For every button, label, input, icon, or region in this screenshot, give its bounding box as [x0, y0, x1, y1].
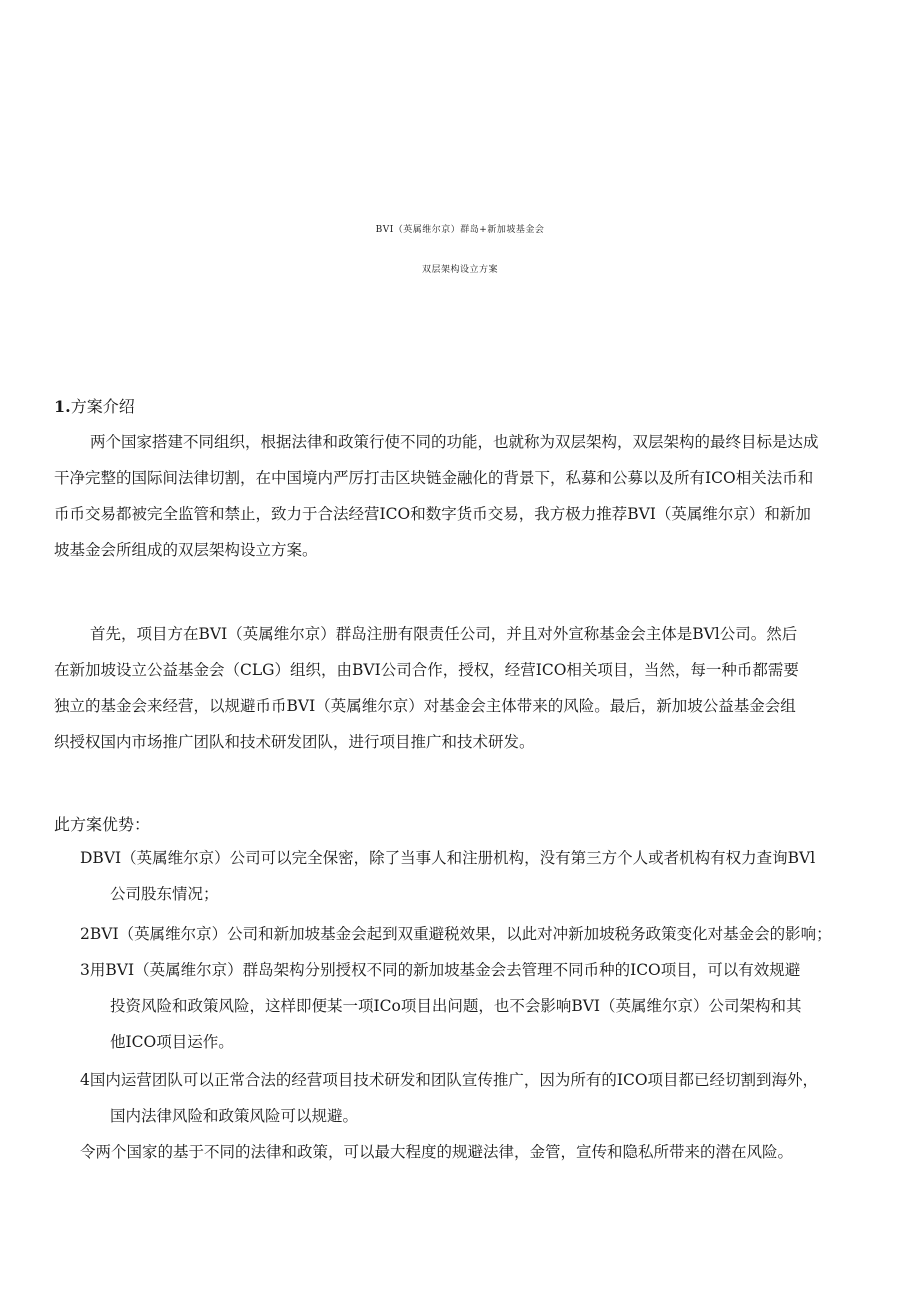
advantages-heading: 此方案优势：	[54, 815, 151, 834]
advantages-conclusion: 令两个国家的基于不同的法律和政策，可以最大程度的规避法律，金管，宣传和隐私所带来的潜在风险。	[80, 1143, 794, 1161]
paragraph-1-line-4: 坡基金会所组成的双层架构设立方案。	[54, 541, 318, 559]
paragraph-2-line-1: 首先，项目方在BVI（英属维尔京）群岛注册有限责任公司，并且对外宣称基金会主体是BVl公司。然后	[90, 625, 798, 643]
advantage-3-line-3: 他ICO项目运作。	[110, 1033, 234, 1051]
advantage-3-line-2: 投资风险和政策风险，这样即便某一项ICo项目出问题，也不会影响BVI（英属维尔京）公司架构和其	[110, 997, 802, 1015]
advantage-2-line-1: 2BVI（英属维尔京）公司和新加坡基金会起到双重避税效果，以此对冲新加坡税务政策变化对基金会的影响；	[80, 925, 832, 943]
advantage-4-line-2: 国内法律风险和政策风险可以规避。	[110, 1107, 359, 1125]
paragraph-1-line-2: 干净完整的国际间法律切割，在中国境内严厉打击区块链金融化的背景下，私募和公募以及所有ICO相关法币和	[54, 469, 814, 487]
paragraph-2-line-2: 在新加坡设立公益基金会（CLG）组织，由BVI公司合作，授权，经营ICO相关项目，当然，每一种币都需要	[54, 661, 799, 679]
section-1-heading-text: 方案介绍	[70, 397, 135, 416]
paragraph-2-line-4: 织授权国内市场推广团队和技术研发团队，进行项目推广和技术研发。	[54, 733, 535, 751]
document-title-line-1: BVI（英属维尔京）群岛+新加坡基金会	[375, 225, 545, 235]
advantage-1-line-2: 公司股东情况；	[110, 885, 219, 903]
paragraph-1-line-1: 两个国家搭建不同组织，根据法律和政策行使不同的功能，也就称为双层架构，双层架构的最终目标是达成	[90, 433, 819, 451]
section-1-heading	[54, 394, 135, 417]
paragraph-2-line-3: 独立的基金会来经营，以规避币币BVI（英属维尔京）对基金会主体带来的风险。最后，新加坡公益基金会组	[54, 697, 796, 715]
section-1-number: 1.	[54, 397, 71, 416]
advantage-3-line-1: 3用BVI（英属维尔京）群岛架构分别授权不同的新加坡基金会去管理不同币种的ICO项目，可以有效规避	[80, 961, 801, 979]
advantage-4-line-1: 4国内运营团队可以正常合法的经营项目技术研发和团队宣传推广，因为所有的ICO项目都已经切割到海外，	[80, 1071, 819, 1089]
paragraph-1-line-3: 币币交易都被完全监管和禁止，致力于合法经营ICO和数字货币交易，我方极力推荐BVI（英属维尔京）和新加	[54, 505, 811, 523]
advantage-1-line-1: DBVI（英属维尔京）公司可以完全保密，除了当事人和注册机构，没有第三方个人或者机构有权力查询BVl	[80, 849, 816, 867]
document-title-line-2: 双层架构设立方案	[421, 265, 498, 275]
